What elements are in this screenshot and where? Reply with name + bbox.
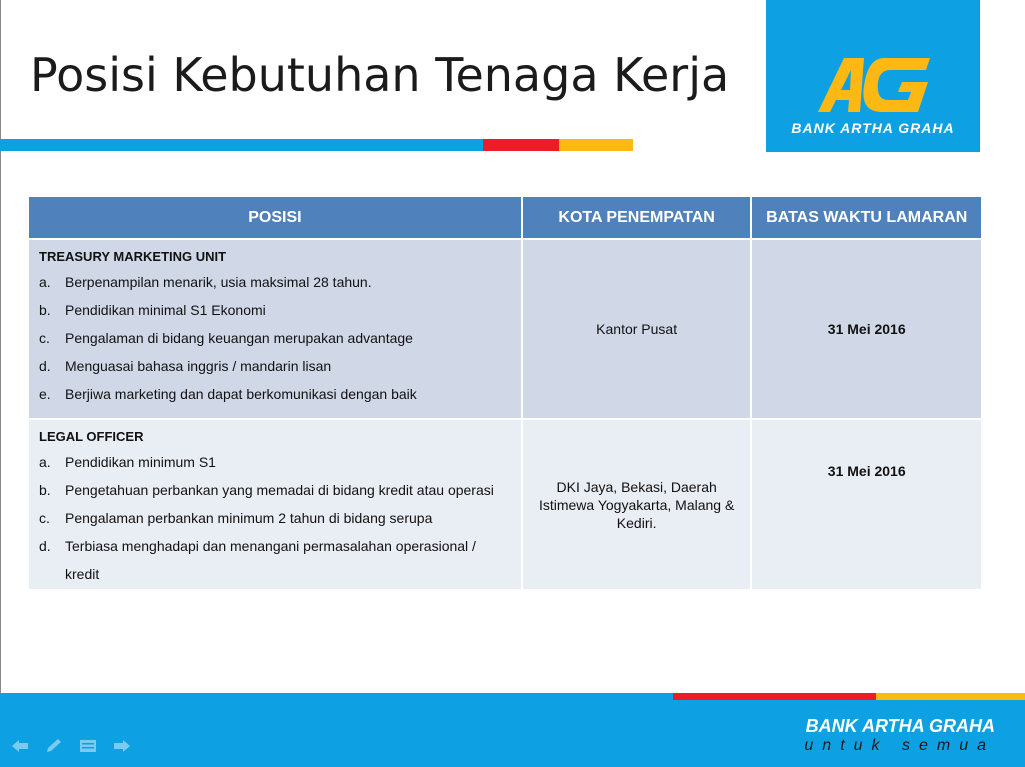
requirement-text: Pengalaman di bidang keuangan merupakan advantage — [65, 330, 413, 346]
menu-icon[interactable] — [78, 738, 98, 754]
footer-stripe-yellow — [876, 693, 1025, 700]
list-item — [39, 268, 520, 296]
jobs-table — [27, 195, 983, 591]
requirement-text: Pendidikan minimal S1 Ekonomi — [65, 302, 266, 318]
footer-stripe — [0, 693, 1025, 700]
table-header-row — [28, 196, 982, 239]
position-cell — [28, 419, 522, 590]
list-item — [39, 448, 520, 476]
header-stripe-blue — [0, 139, 483, 151]
table-row — [28, 239, 982, 419]
requirements-list — [30, 448, 520, 588]
list-marker: d. — [39, 358, 51, 374]
arrow-right-icon[interactable] — [112, 738, 132, 754]
slide-nav-controls — [10, 738, 132, 754]
requirement-text: Pengetahuan perbankan yang memadai di bidang kredit atau operasi — [65, 482, 494, 498]
position-cell — [28, 239, 522, 419]
list-item — [39, 324, 520, 352]
deadline-cell — [751, 419, 982, 590]
list-marker: b. — [39, 302, 51, 318]
list-marker: b. — [39, 482, 51, 498]
header-kota: KOTA PENEMPATAN — [522, 196, 752, 239]
header-batas-waktu: BATAS WAKTU LAMARAN — [751, 196, 982, 239]
footer-brand: BANK ARTHA GRAHA — [805, 716, 995, 736]
slide-left-edge — [0, 0, 1, 700]
role-title: LEGAL OFFICER — [39, 429, 144, 444]
header-posisi: POSISI — [28, 196, 522, 239]
list-item — [39, 380, 520, 408]
requirement-text: Terbiasa menghadapi dan menangani permasalahan operasional / — [65, 538, 476, 554]
city-text: Kantor Pusat — [596, 321, 678, 337]
footer-tagline: untuk semua — [804, 737, 995, 754]
list-item — [39, 504, 520, 532]
page-title: Posisi Kebutuhan Tenaga Kerja — [30, 48, 730, 102]
list-item — [39, 296, 520, 324]
list-item — [39, 476, 520, 504]
list-item — [39, 532, 520, 560]
requirement-text: Berjiwa marketing dan dapat berkomunikasi dengan baik — [65, 386, 417, 402]
bank-logo — [766, 0, 980, 152]
logo-text: BANK ARTHA GRAHA — [791, 120, 955, 136]
requirements-list — [30, 268, 520, 408]
requirement-text: kredit — [65, 566, 100, 582]
list-marker: c. — [39, 510, 50, 526]
requirement-text: Pengalaman perbankan minimum 2 tahun di bidang serupa — [65, 510, 433, 526]
list-marker: a. — [39, 274, 51, 290]
pen-icon[interactable] — [44, 738, 64, 754]
city-text: DKI Jaya, Bekasi, Daerah Istimewa Yogyakarta, Malang & Kediri. — [538, 478, 735, 531]
list-item — [39, 560, 520, 588]
role-title: TREASURY MARKETING UNIT — [39, 249, 227, 264]
list-marker — [39, 560, 65, 588]
list-marker: e. — [39, 386, 51, 402]
table-row — [28, 419, 982, 590]
header-stripe-yellow — [559, 139, 633, 151]
arrow-left-icon[interactable] — [10, 738, 30, 754]
requirement-text: Pendidikan minimum S1 — [65, 454, 216, 470]
list-item — [39, 352, 520, 380]
list-marker: a. — [39, 454, 51, 470]
header-stripe-red — [483, 139, 559, 151]
list-marker: d. — [39, 538, 51, 554]
requirement-text: Berpenampilan menarik, usia maksimal 28 tahun. — [65, 274, 372, 290]
city-cell — [522, 419, 752, 590]
footer-stripe-red — [673, 693, 876, 700]
ag-logo-icon — [814, 54, 934, 116]
list-marker: c. — [39, 330, 50, 346]
footer-stripe-blue — [0, 693, 673, 700]
deadline-cell — [751, 239, 982, 419]
deadline-text: 31 Mei 2016 — [827, 321, 906, 337]
city-cell — [522, 239, 752, 419]
requirement-text: Menguasai bahasa inggris / mandarin lisan — [65, 358, 332, 374]
deadline-text: 31 Mei 2016 — [827, 463, 906, 479]
